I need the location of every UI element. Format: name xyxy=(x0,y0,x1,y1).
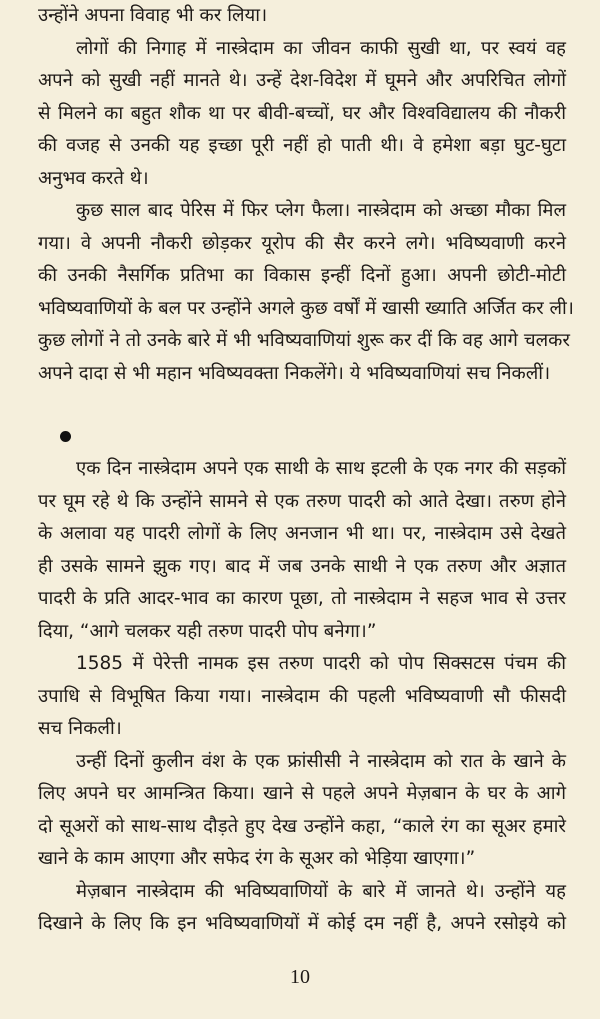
paragraph xyxy=(38,0,566,33)
paragraph xyxy=(38,33,566,196)
page-number: 10 xyxy=(290,966,310,988)
paragraph xyxy=(38,453,566,648)
text-line: पर घूम रहे थे कि उन्होंने सामने से एक तरुण पादरी को आते देखा। तरुण होने xyxy=(38,490,566,512)
text-line: उन्हीं दिनों कुलीन वंश के एक फ्रांसीसी ने नास्त्रेदाम को रात के खाने के xyxy=(76,750,566,772)
text-line: अपने को सुखी नहीं मानते थे। उन्हें देश-विदेश में घूमने और अपरिचित लोगों xyxy=(38,70,566,91)
text-line: लोगों की निगाह में नास्त्रेदाम का जीवन काफी सुखी था, पर स्वयं वह xyxy=(76,37,566,59)
text-line: दिखाने के लिए कि इन भविष्यवाणियों में कोई दम नहीं है, अपने रसोइये को xyxy=(38,913,566,934)
paragraph xyxy=(38,195,574,390)
section-bullet-icon xyxy=(60,431,71,442)
text-line: 1585 में पेरेत्ती नामक इस तरुण पादरी को पोप सिक्सटस पंचम की xyxy=(76,653,566,674)
text-section-1 xyxy=(38,0,574,390)
text-line: भविष्यवाणियों के बल पर उन्होंने अगले कुछ वर्षों में खासी ख्याति अर्जित कर ली। xyxy=(38,297,574,319)
text-line: खाने के काम आएगा और सफेद रंग के सूअर को भेड़िया खाएगा।” xyxy=(38,848,476,869)
text-line: अपने दादा से भी महान भविष्यवक्ता निकलेंगे। ये भविष्यवाणियां सच निकलीं। xyxy=(38,362,551,384)
text-line: एक दिन नास्त्रेदाम अपने एक साथी के साथ इटली के एक नगर की सड़कों xyxy=(76,458,566,479)
text-line: की वजह से उनकी यह इच्छा पूरी नहीं हो पाती थी। वे हमेशा बड़ा घुट-घुटा xyxy=(38,135,566,156)
text-line: ही उसके सामने झुक गए। बाद में जब उनके साथी ने एक तरुण और अज्ञात xyxy=(38,555,566,577)
text-line: सच निकली। xyxy=(38,718,122,739)
text-line: दो सूअरों को साथ-साथ दौड़ते हुए देख उन्होंने कहा, “काले रंग का सूअर हमारे xyxy=(38,815,566,837)
text-line: दिया, “आगे चलकर यही तरुण पादरी पोप बनेगा।” xyxy=(38,620,377,642)
text-line: कुछ लोगों ने तो उनके बारे में भी भविष्यवाणियां शुरू कर दीं कि वह आगे चलकर xyxy=(38,330,570,351)
paragraph xyxy=(38,648,566,746)
text-line: उपाधि से विभूषित किया गया। नास्त्रेदाम की पहली भविष्यवाणी सौ फीसदी xyxy=(38,685,566,707)
text-line: से मिलने का बहुत शौक था पर बीवी-बच्चों, घर और विश्वविद्यालय की नौकरी xyxy=(38,102,566,124)
text-line: पादरी के प्रति आदर-भाव का कारण पूछा, तो नास्त्रेदाम ने सहज भाव से उत्तर xyxy=(38,588,566,609)
text-section-2 xyxy=(38,453,566,941)
text-line: उन्होंने अपना विवाह भी कर लिया। xyxy=(38,5,268,26)
text-line: अनुभव करते थे। xyxy=(38,167,149,189)
paragraph xyxy=(38,876,566,941)
text-line: कुछ साल बाद पेरिस में फिर प्लेग फैला। नास्त्रेदाम को अच्छा मौका मिल xyxy=(76,200,566,221)
text-line: के अलावा यह पादरी लोगों के लिए अनजान भी था। पर, नास्त्रेदाम उसे देखते xyxy=(38,523,566,544)
text-line: लिए अपने घर आमन्त्रित किया। खाने से पहले अपने मेज़बान के घर के आगे xyxy=(38,783,566,804)
text-line: मेज़बान नास्त्रेदाम की भविष्यवाणियों के बारे में जानते थे। उन्होंने यह xyxy=(76,880,566,902)
text-line: गया। वे अपनी नौकरी छोड़कर यूरोप की सैर करने लगे। भविष्यवाणी करने xyxy=(38,232,566,254)
paragraph xyxy=(38,746,566,876)
text-line: की उनकी नैसर्गिक प्रतिभा का विकास इन्हीं दिनों हुआ। अपनी छोटी-मोटी xyxy=(38,265,566,286)
